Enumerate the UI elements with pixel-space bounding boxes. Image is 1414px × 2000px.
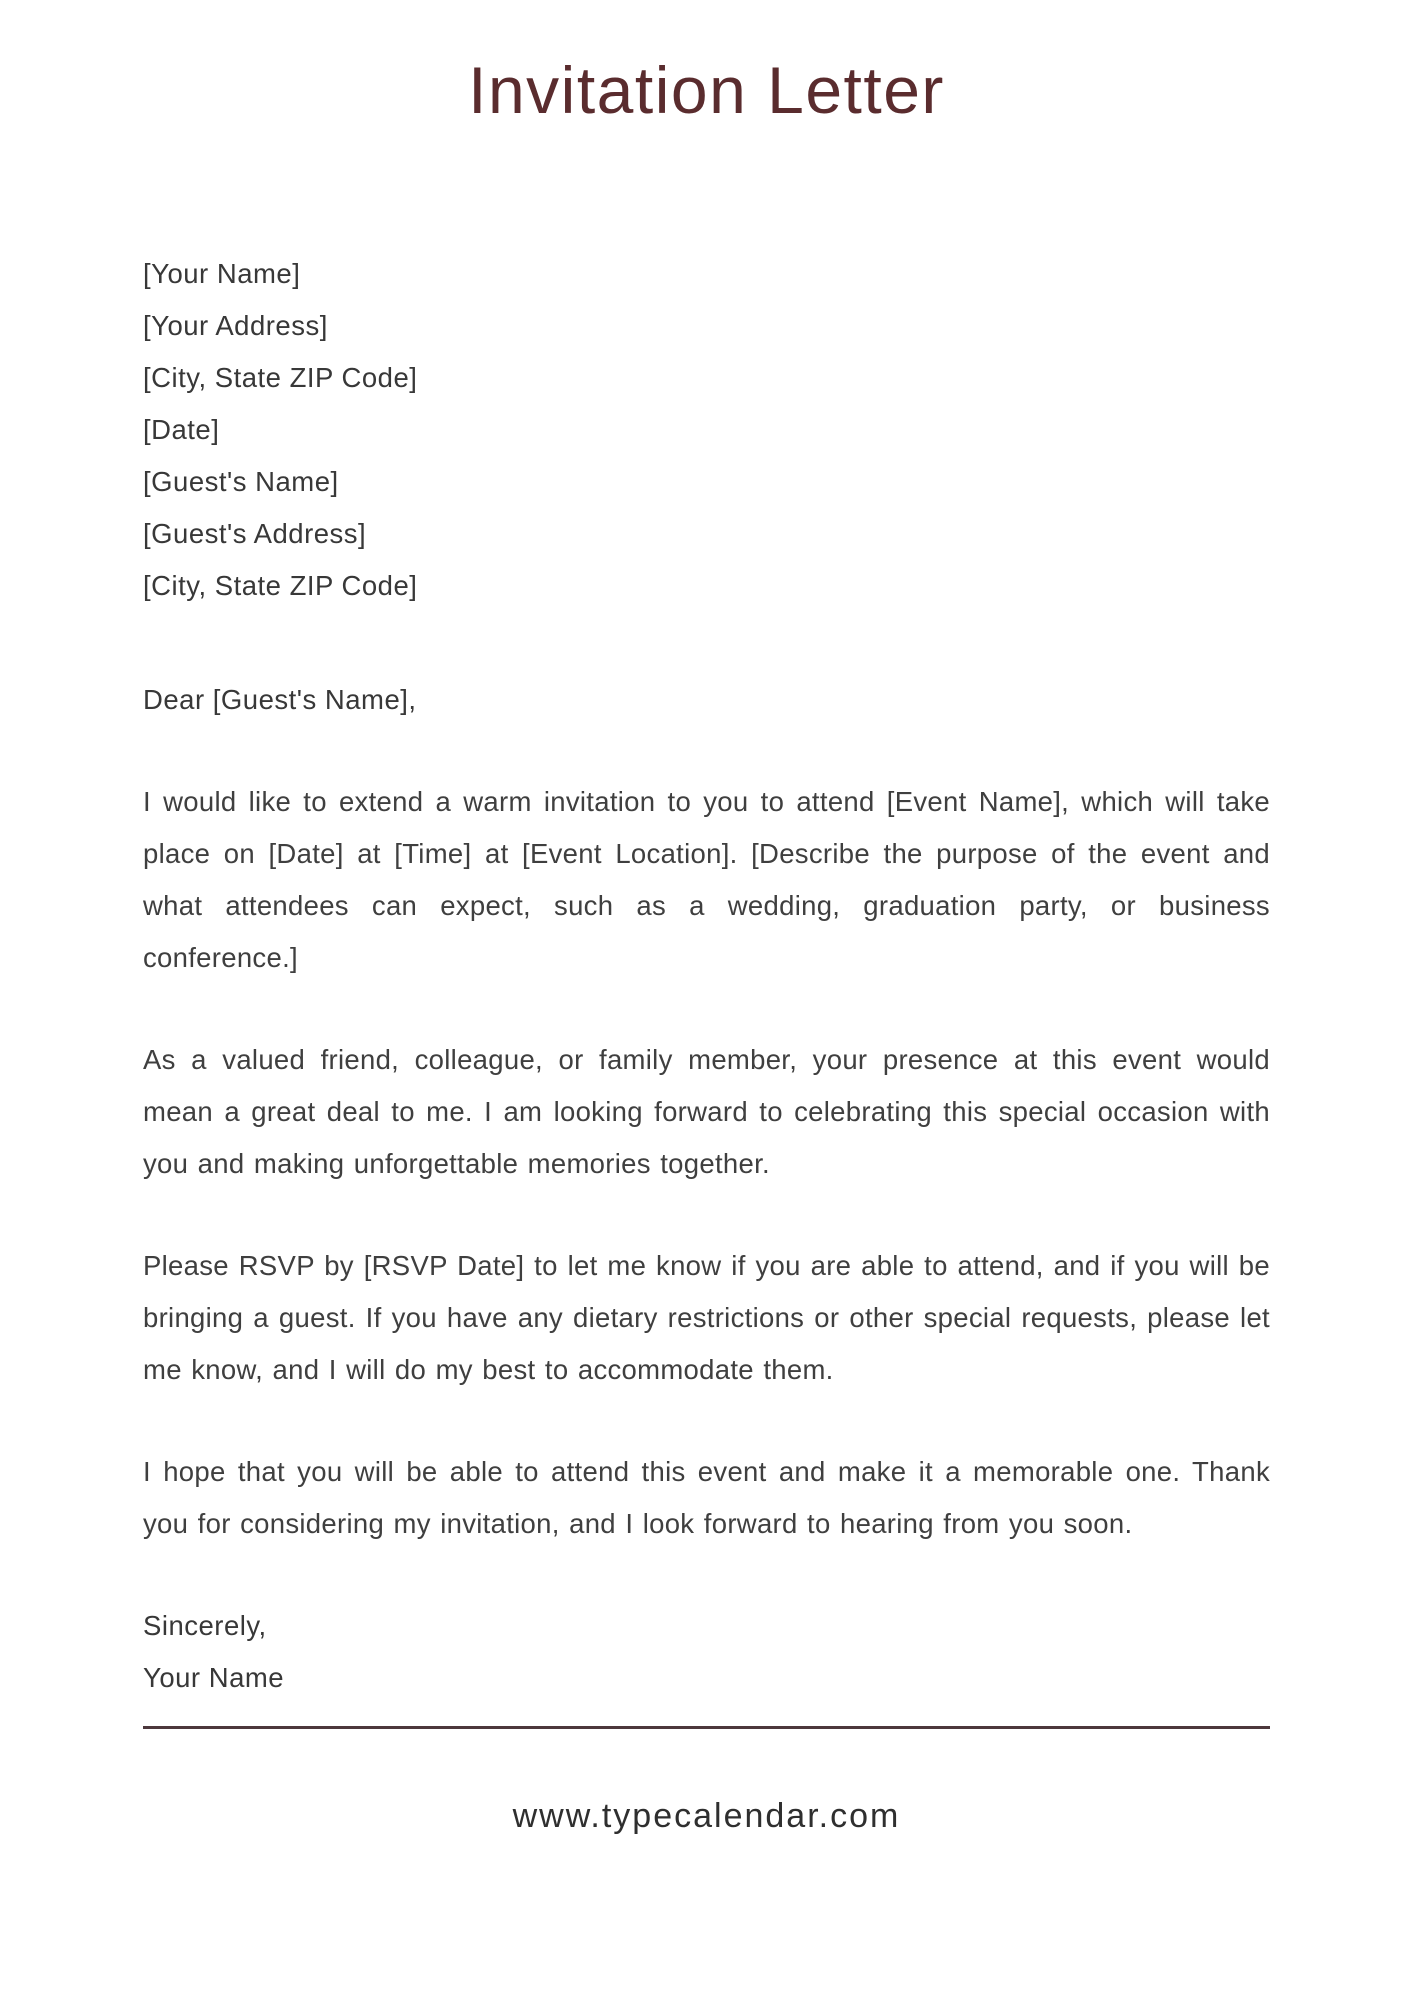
paragraph-valued-friend: As a valued friend, colleague, or family member, your presence at this event would mean a great deal to me. I am looking forward to celebrating this special occasion with you and making unforgettable memories together.	[143, 1044, 1270, 1179]
address-block	[143, 248, 1270, 612]
paragraph-invitation: I would like to extend a warm invitation to you to attend [Event Name], which will take place on [Date] at [Time] at [Event Location]. [Describe the purpose of the event and what attendees can expect, such as a wedding, graduation party, or business conference.]	[143, 786, 1270, 973]
guest-name-line: [Guest's Name]	[143, 466, 339, 497]
date-line: [Date]	[143, 414, 220, 445]
salutation: Dear [Guest's Name],	[143, 684, 417, 715]
sender-name-line: [Your Name]	[143, 258, 301, 289]
page-title: Invitation Letter	[468, 53, 945, 127]
closing-word: Sincerely,	[143, 1610, 267, 1641]
guest-city-line: [City, State ZIP Code]	[143, 570, 418, 601]
footer-url: www.typecalendar.com	[512, 1797, 901, 1835]
guest-address-line: [Guest's Address]	[143, 518, 367, 549]
paragraph-rsvp: Please RSVP by [RSVP Date] to let me know if you are able to attend, and if you will be bringing a guest. If you have any dietary restrictions or other special requests, please let me know, and I will do my best to accommodate them.	[143, 1250, 1270, 1385]
signature-name: Your Name	[143, 1662, 285, 1693]
sender-address-line: [Your Address]	[143, 310, 328, 341]
sender-city-line: [City, State ZIP Code]	[143, 362, 418, 393]
footer-divider	[143, 1726, 1270, 1729]
closing-block	[143, 1600, 1270, 1704]
paragraph-hope: I hope that you will be able to attend this event and make it a memorable one. Thank you for considering my invitation, and I look forward to hearing from you soon.	[143, 1456, 1270, 1539]
